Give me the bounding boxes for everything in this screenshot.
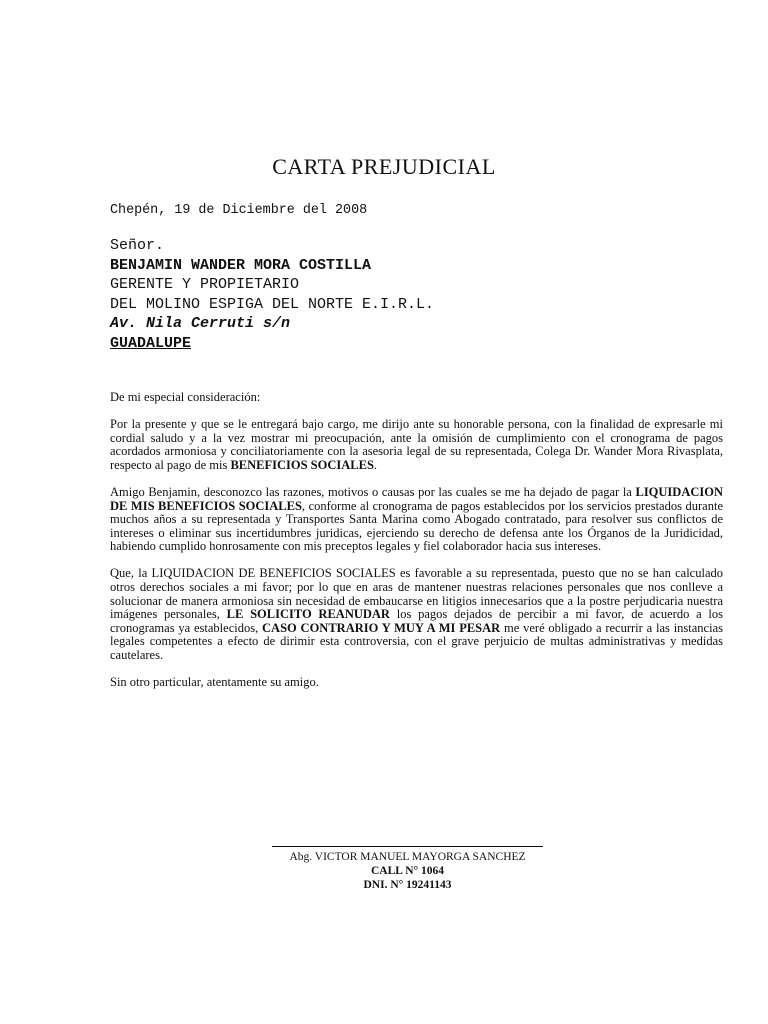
signature-dni: DNI. N° 19241143: [363, 879, 452, 891]
recipient-role: GERENTE Y PROPIETARIO: [110, 276, 300, 293]
recipient-salutation: Señor.: [110, 237, 165, 254]
paragraph-1: [110, 418, 723, 472]
recipient-city: GUADALUPE: [110, 334, 192, 352]
paragraph-3-text: Que, la LIQUIDACION DE BENEFICIOS SOCIALES es favorable a su representada, puesto que no se han calculado otros derechos sociales a mi favor; por lo que en aras de mantener nuestras relaciones personales que nos conlleve a solucionar de manera armoniosa sin necesidad de embaucarse en litigios innecesarios que a la postre perjudicaria nuestra imágenes personales,: [110, 566, 723, 622]
paragraph-1-text: Por la presente y que se le entregará bajo cargo, me dirijo ante su honorable persona, con la finalidad de expresarle mi cordial saludo y a la vez mostrar mi preocupación, ante la omisión de cumplimiento con el cronograma de pagos acordados armoniosa y conciliatoriamente con la asesoria legal de su representada, Colega Dr. Wander Mora Rivasplata, respecto al pago de mis: [110, 417, 723, 472]
paragraph-3: [110, 567, 723, 662]
letter-body: [110, 391, 723, 703]
signature-block: [272, 846, 543, 892]
signature-name: Abg. VICTOR MANUEL MAYORGA SANCHEZ: [289, 851, 526, 863]
signature-line: [272, 846, 543, 847]
recipient-company: DEL MOLINO ESPIGA DEL NORTE E.I.R.L.: [110, 295, 435, 313]
paragraph-2: [110, 486, 723, 554]
paragraph-3-bold-1: LE SOLICITO REANUDAR: [226, 607, 390, 622]
paragraph-2-end: , conforme al cronograma de pagos establecidos por los servicios prestados durante muchos años a su representada y Transportes Santa Marina como Abogado contratado, para resolver sus conflictos de intereses o eliminar sus incertidumbres juridicas, ejerciendo su derecho de defensa ante los Órganos de la Juridicidad, habiendo cumplido honrosamente con mis preceptos legales y fiel colaborador hacia sus intereses.: [110, 498, 723, 554]
paragraph-3-middle: los pagos dejados de percibir a mi favor, de acuerdo a los cronogramas ya establecidos,: [110, 607, 723, 635]
recipient-block: [110, 236, 434, 353]
paragraph-3-bold-2: CASO CONTRARIO Y MUY A MI PESAR: [262, 620, 501, 635]
letter-title: CARTA PREJUDICIAL: [272, 154, 496, 179]
recipient-address: Av. Nila Cerruti s/n: [110, 315, 291, 332]
paragraph-1-bold: BENEFICIOS SOCIALES: [230, 457, 374, 472]
recipient-name: BENJAMIN WANDER MORA COSTILLA: [110, 256, 372, 274]
closing-line: Sin otro particular, atentamente su amigo.: [110, 675, 319, 690]
paragraph-2-bold: LIQUIDACION DE MIS BENEFICIOS SOCIALES: [110, 484, 723, 513]
paragraph-1-end: .: [373, 457, 378, 472]
greeting: De mi especial consideración:: [110, 390, 261, 404]
paragraph-2-text: Amigo Benjamin, desconozco las razones, motivos o causas por las cuales se me ha dejado de pagar la: [110, 484, 636, 499]
signature-call: CALL N° 1064: [371, 865, 444, 877]
paragraph-3-end: me veré obligado a recurrir a las instancias legales competentes a efecto de dirimir esta controversia, con el grave perjuicio de multas administrativas y medidas cautelares.: [110, 620, 723, 662]
date-line: Chepén, 19 de Diciembre del 2008: [110, 203, 368, 218]
